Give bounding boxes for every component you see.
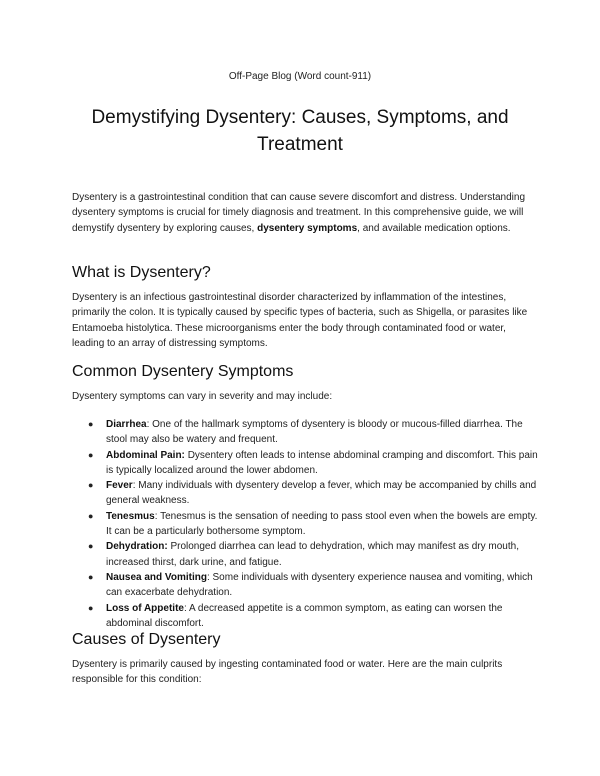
symptom-text: Dysentery often leads to intense abdominal cramping and discomfort. This pain is typically localized around the lower abdomen. xyxy=(106,449,538,476)
list-item: ● Nausea and Vomiting: Some individuals with dysentery experience nausea and vomiting, which can exacerbate dehydration. xyxy=(88,571,533,599)
what-is-paragraph: Dysentery is an infectious gastrointestinal disorder characterized by inflammation of the intestines, primarily the colon. It is typically caused by specific types of bacteria, such as Shigella, or parasites like Entamoeba histolytica. These microorganisms enter the body through contaminated food or water, leading to an array of distressing symptoms. xyxy=(72,292,528,349)
symptom-text: Some individuals with dysentery experience nausea and vomiting, which can exacerbate dehydration. xyxy=(106,571,533,599)
symptom-list xyxy=(88,417,538,631)
symptom-term: Abdominal Pain: xyxy=(106,449,185,461)
intro-text: Dysentery is a gastrointestinal condition that can cause severe discomfort and distress. Understanding dysentery symptoms is crucial for timely diagnosis and treatment. In this comprehensive guide, we will demystify dysentery by exploring causes, xyxy=(72,192,526,234)
list-item xyxy=(88,539,538,570)
intro-bold-keyword: dysentery symptoms xyxy=(257,222,358,234)
symptom-term: Dehydration: xyxy=(106,541,168,553)
list-item: ● Loss of Appetite: A decreased appetite is a common symptom, as eating can worsen the abdominal discomfort. xyxy=(88,602,503,629)
bullet-icon: ● xyxy=(88,419,94,429)
symptom-term: Tenesmus xyxy=(106,510,155,522)
bullet-icon: ● xyxy=(88,541,94,552)
heading-what-is-dysentery: What is Dysentery? xyxy=(72,264,211,281)
list-item: ● Fever: Many individuals with dysentery develop a fever, which may be accompanied by chills and general weakness. xyxy=(88,480,537,507)
symptom-term: Fever xyxy=(106,480,133,492)
bullet-icon: ● xyxy=(88,602,94,613)
heading-causes: Causes of Dysentery xyxy=(72,631,221,648)
heading-common-symptoms: Common Dysentery Symptoms xyxy=(72,363,294,380)
symptoms-intro-paragraph: Dysentery symptoms can vary in severity and may include: xyxy=(72,391,333,402)
symptom-term: Loss of Appetite xyxy=(106,602,184,614)
symptom-term: Diarrhea xyxy=(106,419,147,430)
intro-text-end: , and available medication options. xyxy=(357,222,511,234)
bullet-icon: ● xyxy=(88,510,94,521)
page-title: Demystifying Dysentery: Causes, Symptoms, and Treatment xyxy=(91,107,509,155)
word-count-line: Off-Page Blog (Word count-911) xyxy=(228,71,372,82)
symptom-text: Tenesmus is the sensation of needing to pass stool even when the bowels are empty. It can be a particularly bothersome symptom. xyxy=(106,510,538,538)
symptom-text: Prolonged diarrhea can lead to dehydration, which may manifest as dry mouth, increased thirst, dark urine, and fatigue. xyxy=(106,541,519,568)
list-item: ● Tenesmus: Tenesmus is the sensation of needing to pass stool even when the bowels are empty. It can be a particularly bothersome symptom. xyxy=(88,510,538,538)
symptom-term: Nausea and Vomiting xyxy=(106,571,207,583)
causes-paragraph: Dysentery is primarily caused by ingesting contaminated food or water. Here are the main culprits responsible for this condition: xyxy=(72,659,503,686)
symptom-text: One of the hallmark symptoms of dysentery is bloody or mucous-filled diarrhea. The stool may also be watery and frequent. xyxy=(106,419,523,446)
bullet-icon: ● xyxy=(88,571,94,582)
intro-paragraph xyxy=(72,190,532,236)
bullet-icon: ● xyxy=(88,480,94,491)
list-item: ● Diarrhea: One of the hallmark symptoms of dysentery is bloody or mucous-filled diarrhea. The stool may also be watery and frequent. xyxy=(88,419,523,446)
bullet-icon: ● xyxy=(88,449,94,460)
list-item xyxy=(88,448,538,479)
symptom-text: A decreased appetite is a common symptom, as eating can worsen the abdominal discomfort. xyxy=(106,602,503,629)
symptom-text: Many individuals with dysentery develop a fever, which may be accompanied by chills and general weakness. xyxy=(106,480,537,507)
